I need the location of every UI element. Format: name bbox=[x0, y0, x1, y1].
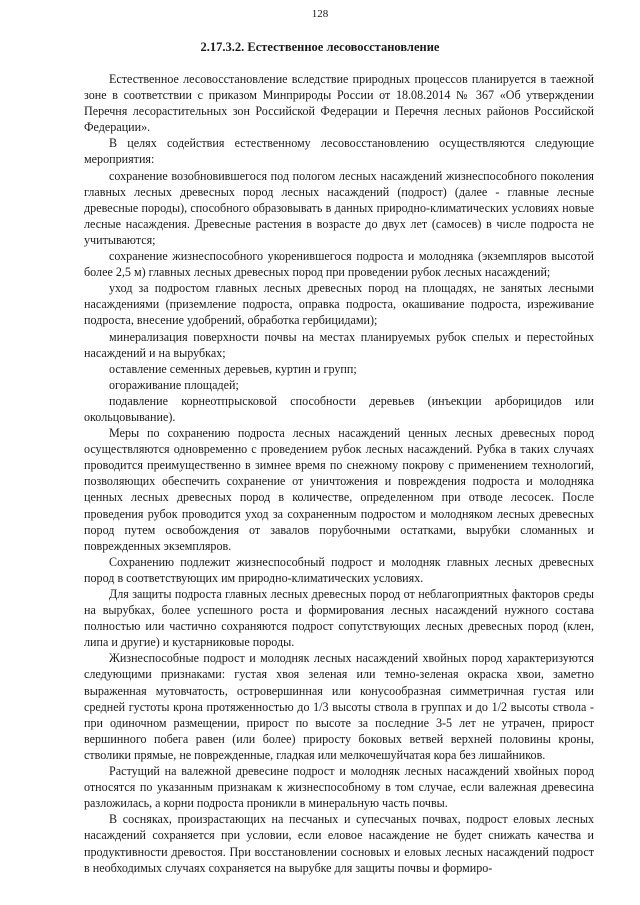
paragraph: сохранение возобновившегося под пологом лесных насаждений жизнеспособного поколения главных лесных древесных пород лесных насаждений (подрост) (далее - главные лесные древесные породы), способного образовывать в данных природно-климатических условиях новые лесные насаждения. Древесные растения в возрасте до двух лет (самосев) в числе подроста не учитываются; bbox=[84, 168, 594, 247]
paragraph: уход за подростом главных лесных древесных пород на площадях, не занятых лесными насаждениями (приземление подроста, оправка подроста, окашивание подроста, изреживание подроста, внесение удобрений, обработка гербицидами); bbox=[84, 281, 594, 328]
paragraph: сохранение жизнеспособного укоренившегося подроста и молодняка (экземпляров высотой более 2,5 м) главных лесных древесных пород при проведении рубок лесных насаждений; bbox=[84, 249, 594, 280]
paragraph: Для защиты подроста главных лесных древесных пород от неблагоприятных факторов среды на вырубках, более успешного роста и формирования лесных насаждений нужного состава полностью или частично сохраняются подрост сопутствующих лесных древесных пород (клен, липа и другие) и кустарниковые породы. bbox=[84, 587, 594, 650]
paragraph: подавление корнеотпрысковой способности деревьев (инъекции арборицидов или окольцовывание). bbox=[84, 393, 594, 424]
paragraph: Естественное лесовосстановление вследствие природных процессов планируется в таежной зоне в соответствии с приказом Минприроды России от 18.08.2014 № 367 «Об утверждении Перечня лесорастительных зон Российской Федерации и Перечня лесных районов Российской Федерации». bbox=[84, 72, 594, 135]
body-text bbox=[84, 71, 594, 876]
paragraph: Меры по сохранению подроста лесных насаждений ценных лесных древесных пород осуществляются одновременно с проведением рубок лесных насаждений. Рубка в таких случаях проводится преимущественно в зимнее время по снежному покрову с применением технологий, позволяющих обеспечить сохранение от уничтожения и повреждения подроста и молодняка ценных лесных древесных пород в количестве, определенном при отводе лесосек. После проведения рубок проводится уход за сохраненным подростом и молодняком лесных древесных пород путем освобождения от завалов порубочными остатками, вырубки сломанных и поврежденных экземпляров. bbox=[84, 426, 594, 553]
paragraph: Сохранению подлежит жизнеспособный подрост и молодняк главных лесных древесных пород в соответствующих им природно-климатических условиях. bbox=[84, 554, 594, 585]
paragraph: В сосняках, произрастающих на песчаных и супесчаных почвах, подрост еловых лесных насаждений сохраняется при условии, если еловое насаждение не будет снижать качества и продуктивности древостоя. При восстановлении сосновых и еловых лесных насаждений подрост в необходимых случаях сохраняется на вырубке для защиты почвы и формиро- bbox=[84, 812, 594, 875]
page-number: 128 bbox=[311, 8, 329, 20]
paragraph: оставление семенных деревьев, куртин и групп; bbox=[109, 361, 357, 376]
paragraph: В целях содействия естественному лесовосстановлению осуществляются следующие мероприятия: bbox=[84, 136, 594, 167]
paragraph: минерализация поверхности почвы на местах планируемых рубок спелых и перестойных насаждений и на вырубках; bbox=[84, 329, 594, 360]
paragraph: Растущий на валежной древесине подрост и молодняк лесных насаждений хвойных пород относятся по указанным признакам к жизнеспособному в том случае, если валежная древесина разложилась, а корни подроста проникли в минеральную часть почвы. bbox=[84, 764, 594, 811]
paragraph: огораживание площадей; bbox=[109, 377, 239, 392]
section-heading: 2.17.3.2. Естественное лесовосстановление bbox=[200, 40, 440, 54]
paragraph: Жизнеспособные подрост и молодняк лесных насаждений хвойных пород характеризуются следующими признаками: густая хвоя зеленая или темно-зеленая окраска хвои, заметно выраженная мутовчатость, островершинная или конусообразная симметричная густая или средней густоты крона протяженностью до 1/3 высоты ствола в группах и до 1/2 высоты ствола - при одиночном размещении, прирост по высоте за последние 3-5 лет не утрачен, прирост вершинного побега равен (или более) приросту боковых ветвей верхней половины кроны, стволики прямые, не поврежденные, гладкая или мелкочешуйчатая кора без лишайников. bbox=[84, 651, 594, 762]
